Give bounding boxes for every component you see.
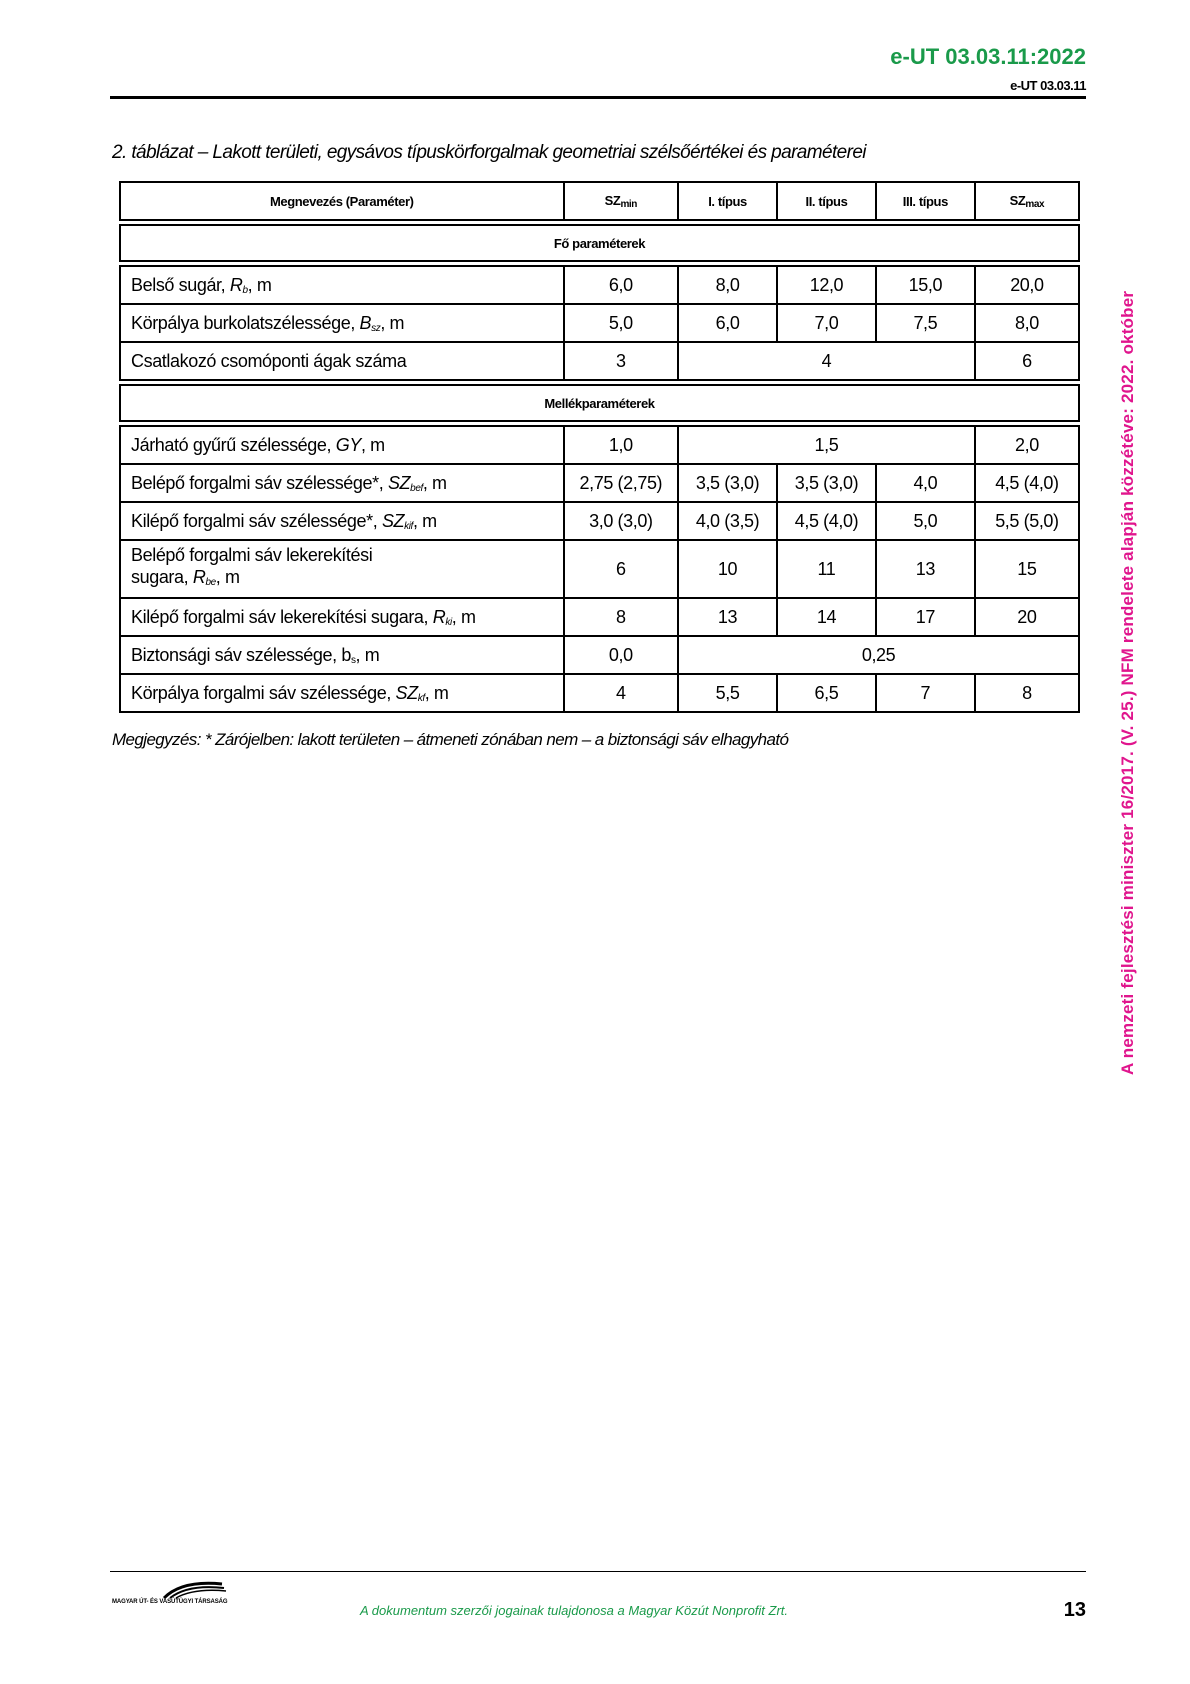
logo-text: MAGYAR ÚT- ÉS VASÚTÜGYI TÁRSASÁG bbox=[112, 1599, 228, 1605]
cell-szmax: 8,0 bbox=[975, 304, 1079, 342]
cell-type1: 4,0 (3,5) bbox=[678, 502, 777, 540]
cell-type1: 5,5 bbox=[678, 674, 777, 712]
table-row bbox=[120, 342, 1079, 380]
cell-szmin: 6,0 bbox=[564, 266, 679, 304]
cell-szmin: 5,0 bbox=[564, 304, 679, 342]
cell-type3: 7 bbox=[876, 674, 975, 712]
row-label: Belépő forgalmi sáv szélessége*, $SZ_{bef}$, m bbox=[120, 464, 564, 502]
cell-szmax: 20 bbox=[975, 598, 1079, 636]
page-number: 13 bbox=[1063, 1599, 1086, 1621]
cell-type2: 12,0 bbox=[777, 266, 876, 304]
cell-szmin: 3,0 (3,0) bbox=[564, 502, 679, 540]
row-label: Járható gyűrű szélessége, GY, m bbox=[120, 426, 564, 464]
table-row bbox=[120, 426, 1079, 464]
cell-szmin: 3 bbox=[564, 342, 679, 380]
cell-type2: 11 bbox=[777, 540, 876, 598]
road-logo-icon bbox=[112, 1578, 262, 1600]
row-label: Csatlakozó csomóponti ágak száma bbox=[120, 342, 564, 380]
table-note: Megjegyzés: * Zárójelben: lakott területen – átmeneti zónában nem – a biztonsági sáv elhagyható bbox=[112, 730, 789, 749]
cell-szmax: 8 bbox=[975, 674, 1079, 712]
cell-szmin: 2,75 (2,75) bbox=[564, 464, 679, 502]
row-label: Belső sugár, $R_b$, m bbox=[120, 266, 564, 304]
col-header-szmin: $SZ_{min}$ bbox=[564, 182, 679, 220]
cell-szmin: 4 bbox=[564, 674, 679, 712]
cell-type2: 3,5 (3,0) bbox=[777, 464, 876, 502]
cell-type3: 7,5 bbox=[876, 304, 975, 342]
cell-type3: 15,0 bbox=[876, 266, 975, 304]
row-label: Biztonsági sáv szélessége, $b_s$, m bbox=[120, 636, 564, 674]
footer-rule bbox=[110, 1571, 1086, 1572]
header-rule bbox=[110, 96, 1086, 99]
cell-szmax: 20,0 bbox=[975, 266, 1079, 304]
cell-type3: 17 bbox=[876, 598, 975, 636]
cell-type1: 3,5 (3,0) bbox=[678, 464, 777, 502]
cell-szmin: 1,0 bbox=[564, 426, 679, 464]
cell-type2: 4,5 (4,0) bbox=[777, 502, 876, 540]
table-row bbox=[120, 304, 1079, 342]
cell-type1: 6,0 bbox=[678, 304, 777, 342]
table-row bbox=[120, 502, 1079, 540]
cell-type1: 10 bbox=[678, 540, 777, 598]
table-row bbox=[120, 674, 1079, 712]
cell-szmax: 4,5 (4,0) bbox=[975, 464, 1079, 502]
table-row bbox=[120, 266, 1079, 304]
copyright-text: A dokumentum szerzői jogainak tulajdonosa a Magyar Közút Nonprofit Zrt. bbox=[360, 1603, 789, 1618]
row-label: Kilépő forgalmi sáv lekerekítési sugara, $R_{ki}$, m bbox=[120, 598, 564, 636]
cell-type3: 5,0 bbox=[876, 502, 975, 540]
row-label: Belépő forgalmi sáv lekerekítési sugara, $R_{be}$, m bbox=[120, 540, 564, 598]
col-header-name: Megnevezés (Paraméter) bbox=[120, 182, 564, 220]
section-title-main: Fő paraméterek bbox=[120, 225, 1079, 261]
table-header-row bbox=[120, 182, 1079, 220]
document-code-short: e-UT 03.03.11 bbox=[1010, 78, 1086, 93]
cell-type1: 13 bbox=[678, 598, 777, 636]
row-label: Körpálya forgalmi sáv szélessége, $SZ_{kf}$, m bbox=[120, 674, 564, 712]
section-row-secondary bbox=[120, 385, 1079, 421]
side-publication-text: A nemzeti fejlesztési miniszter 16/2017. (V. 25.) NFM rendelete alapján közzétéve: 2022. október bbox=[1118, 290, 1137, 1075]
society-logo bbox=[112, 1578, 262, 1614]
cell-type2: 14 bbox=[777, 598, 876, 636]
table-row bbox=[120, 540, 1079, 598]
cell-szmin: 8 bbox=[564, 598, 679, 636]
cell-types-merged: 4 bbox=[678, 342, 975, 380]
cell-type3: 4,0 bbox=[876, 464, 975, 502]
cell-type1: 8,0 bbox=[678, 266, 777, 304]
cell-types-merged: 1,5 bbox=[678, 426, 975, 464]
row-label: Körpálya burkolatszélessége, $B_{sz}$, m bbox=[120, 304, 564, 342]
table-row bbox=[120, 636, 1079, 674]
document-code: e-UT 03.03.11:2022 bbox=[890, 44, 1086, 69]
col-header-type1: I. típus bbox=[678, 182, 777, 220]
section-title-secondary: Mellékparaméterek bbox=[120, 385, 1079, 421]
section-row-main bbox=[120, 225, 1079, 261]
cell-type2: 6,5 bbox=[777, 674, 876, 712]
parameters-table bbox=[119, 181, 1080, 713]
table-caption: 2. táblázat – Lakott területi, egysávos típuskörforgalmak geometriai szélsőértékei és paraméterei bbox=[112, 142, 866, 163]
table-row bbox=[120, 598, 1079, 636]
cell-szmin: 0,0 bbox=[564, 636, 679, 674]
col-header-szmax: $SZ_{max}$ bbox=[975, 182, 1079, 220]
cell-szmax: 2,0 bbox=[975, 426, 1079, 464]
cell-szmax: 5,5 (5,0) bbox=[975, 502, 1079, 540]
col-header-type2: II. típus bbox=[777, 182, 876, 220]
cell-types-szmax-merged: 0,25 bbox=[678, 636, 1079, 674]
col-header-type3: III. típus bbox=[876, 182, 975, 220]
cell-szmax: 6 bbox=[975, 342, 1079, 380]
cell-type3: 13 bbox=[876, 540, 975, 598]
cell-szmax: 15 bbox=[975, 540, 1079, 598]
table-row bbox=[120, 464, 1079, 502]
row-label: Kilépő forgalmi sáv szélessége*, $SZ_{kif}$, m bbox=[120, 502, 564, 540]
cell-type2: 7,0 bbox=[777, 304, 876, 342]
cell-szmin: 6 bbox=[564, 540, 679, 598]
